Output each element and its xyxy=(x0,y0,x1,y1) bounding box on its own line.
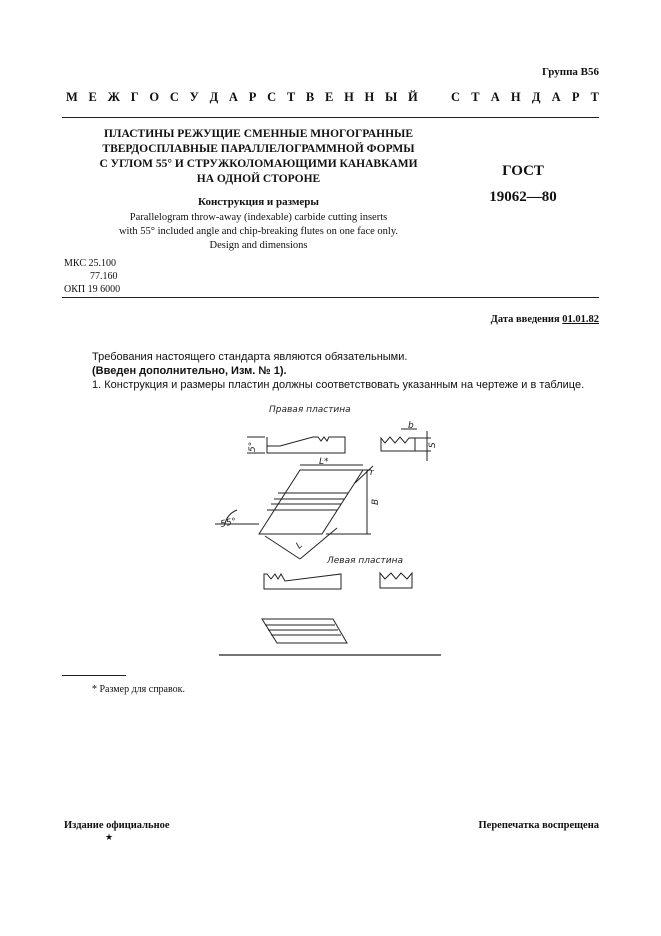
banner-letter: В xyxy=(305,90,315,104)
banner-letter: Д xyxy=(209,90,219,104)
banner-letter: А xyxy=(228,90,238,104)
right-insert-plan-view xyxy=(215,465,373,559)
banner-letter: С xyxy=(267,90,277,104)
banner-letter: Р xyxy=(248,90,257,104)
left-insert-side-view xyxy=(264,574,341,589)
banner-letter: А xyxy=(490,90,500,104)
banner-letter: С xyxy=(169,90,179,104)
banner-letter: Р xyxy=(571,90,580,104)
body-text xyxy=(92,350,599,392)
paragraph-mandatory: Требования настоящего стандарта являются обязательными. xyxy=(92,351,408,363)
banner-letter: Т xyxy=(286,90,296,104)
insert-drawing xyxy=(205,403,450,658)
banner-letter: Н xyxy=(344,90,354,104)
paragraph-design: 1. Конструкция и размеры пластин должны соответствовать указанным на чертеже и в таблице. xyxy=(92,379,585,391)
introduction-date xyxy=(491,314,599,325)
left-insert-plan-view xyxy=(262,619,347,643)
mks-code: МКС 25.100 xyxy=(64,258,116,269)
english-title-line: with 55° included angle and chip-breaking flutes on one face only. xyxy=(118,226,399,237)
english-title-line: Design and dimensions xyxy=(209,240,308,251)
right-insert-section-view xyxy=(381,429,431,461)
reprint-prohibited: Перепечатка воспрещена xyxy=(478,820,599,831)
dim-r-label: r xyxy=(370,468,374,478)
dim-L-label: L xyxy=(294,540,305,552)
intro-date-value: 01.01.82 xyxy=(562,314,599,325)
banner-letter: Е xyxy=(88,90,97,104)
banner-letter: Т xyxy=(471,90,480,104)
banner-letter: Г xyxy=(130,90,139,104)
banner-letter: А xyxy=(551,90,561,104)
right-insert-caption: Правая пластина xyxy=(269,405,351,415)
intro-date-label: Дата введения xyxy=(490,314,560,325)
banner-letter: Н xyxy=(510,90,521,104)
dim-l-star-label: L* xyxy=(319,457,329,467)
paragraph-amendment: (Введен дополнительно, Изм. № 1). xyxy=(92,365,287,377)
title-line: С УГЛОМ 55° И СТРУЖКОЛОМАЮЩИМИ КАНАВКАМИ xyxy=(99,158,418,170)
document-subtitle: Конструкция и размеры xyxy=(198,196,319,208)
title-line: ТВЕРДОСПЛАВНЫЕ ПАРАЛЛЕЛОГРАММНОЙ ФОРМЫ xyxy=(102,143,415,155)
english-title-line: Parallelogram throw-away (indexable) carbide cutting inserts xyxy=(129,212,388,223)
dim-b-label: b xyxy=(408,421,414,431)
banner-letter: Й xyxy=(408,90,418,104)
right-insert-side-view xyxy=(267,437,345,453)
english-title xyxy=(62,211,455,253)
okp-code: ОКП 19 6000 xyxy=(64,284,121,295)
section-rule xyxy=(62,297,599,298)
header-rule xyxy=(62,117,599,118)
group-code: Группа В56 xyxy=(541,66,599,78)
left-insert-caption: Левая пластина xyxy=(327,556,403,566)
gost-designation xyxy=(468,158,578,210)
banner-word-interstate xyxy=(66,90,418,105)
angle-55-label: 55° xyxy=(219,516,238,530)
banner-word-standard xyxy=(451,90,599,105)
banner-letter: О xyxy=(149,90,160,104)
banner-letter: Н xyxy=(364,90,375,104)
mks-code-secondary: 77.160 xyxy=(90,271,118,282)
dim-B-label: B xyxy=(371,498,381,505)
banner-letter: Ж xyxy=(107,90,120,104)
title-line: НА ОДНОЙ СТОРОНЕ xyxy=(196,173,321,185)
classification-codes xyxy=(64,257,120,296)
gost-label: ГОСТ xyxy=(502,163,544,179)
banner-letter: Т xyxy=(590,90,599,104)
angle-5-label: 5° xyxy=(248,441,258,452)
banner-letter: Е xyxy=(324,90,334,104)
gost-number: 19062—80 xyxy=(489,189,557,205)
left-insert-section-view xyxy=(380,573,412,588)
document-title xyxy=(62,127,455,210)
official-edition: Издание официальное xyxy=(64,820,170,831)
banner-letter: Д xyxy=(531,90,541,104)
banner-letter: Ы xyxy=(385,90,398,104)
banner-letter: С xyxy=(451,90,461,104)
footnote-rule xyxy=(62,675,126,676)
dim-s-label: S xyxy=(428,442,438,448)
star-icon: ★ xyxy=(105,832,114,842)
footnote: * Размер для справок. xyxy=(92,684,185,695)
title-line: ПЛАСТИНЫ РЕЖУЩИЕ СМЕННЫЕ МНОГОГРАННЫЕ xyxy=(103,128,414,140)
standard-banner xyxy=(66,90,599,105)
banner-letter: У xyxy=(189,90,199,104)
banner-letter: М xyxy=(66,90,78,104)
